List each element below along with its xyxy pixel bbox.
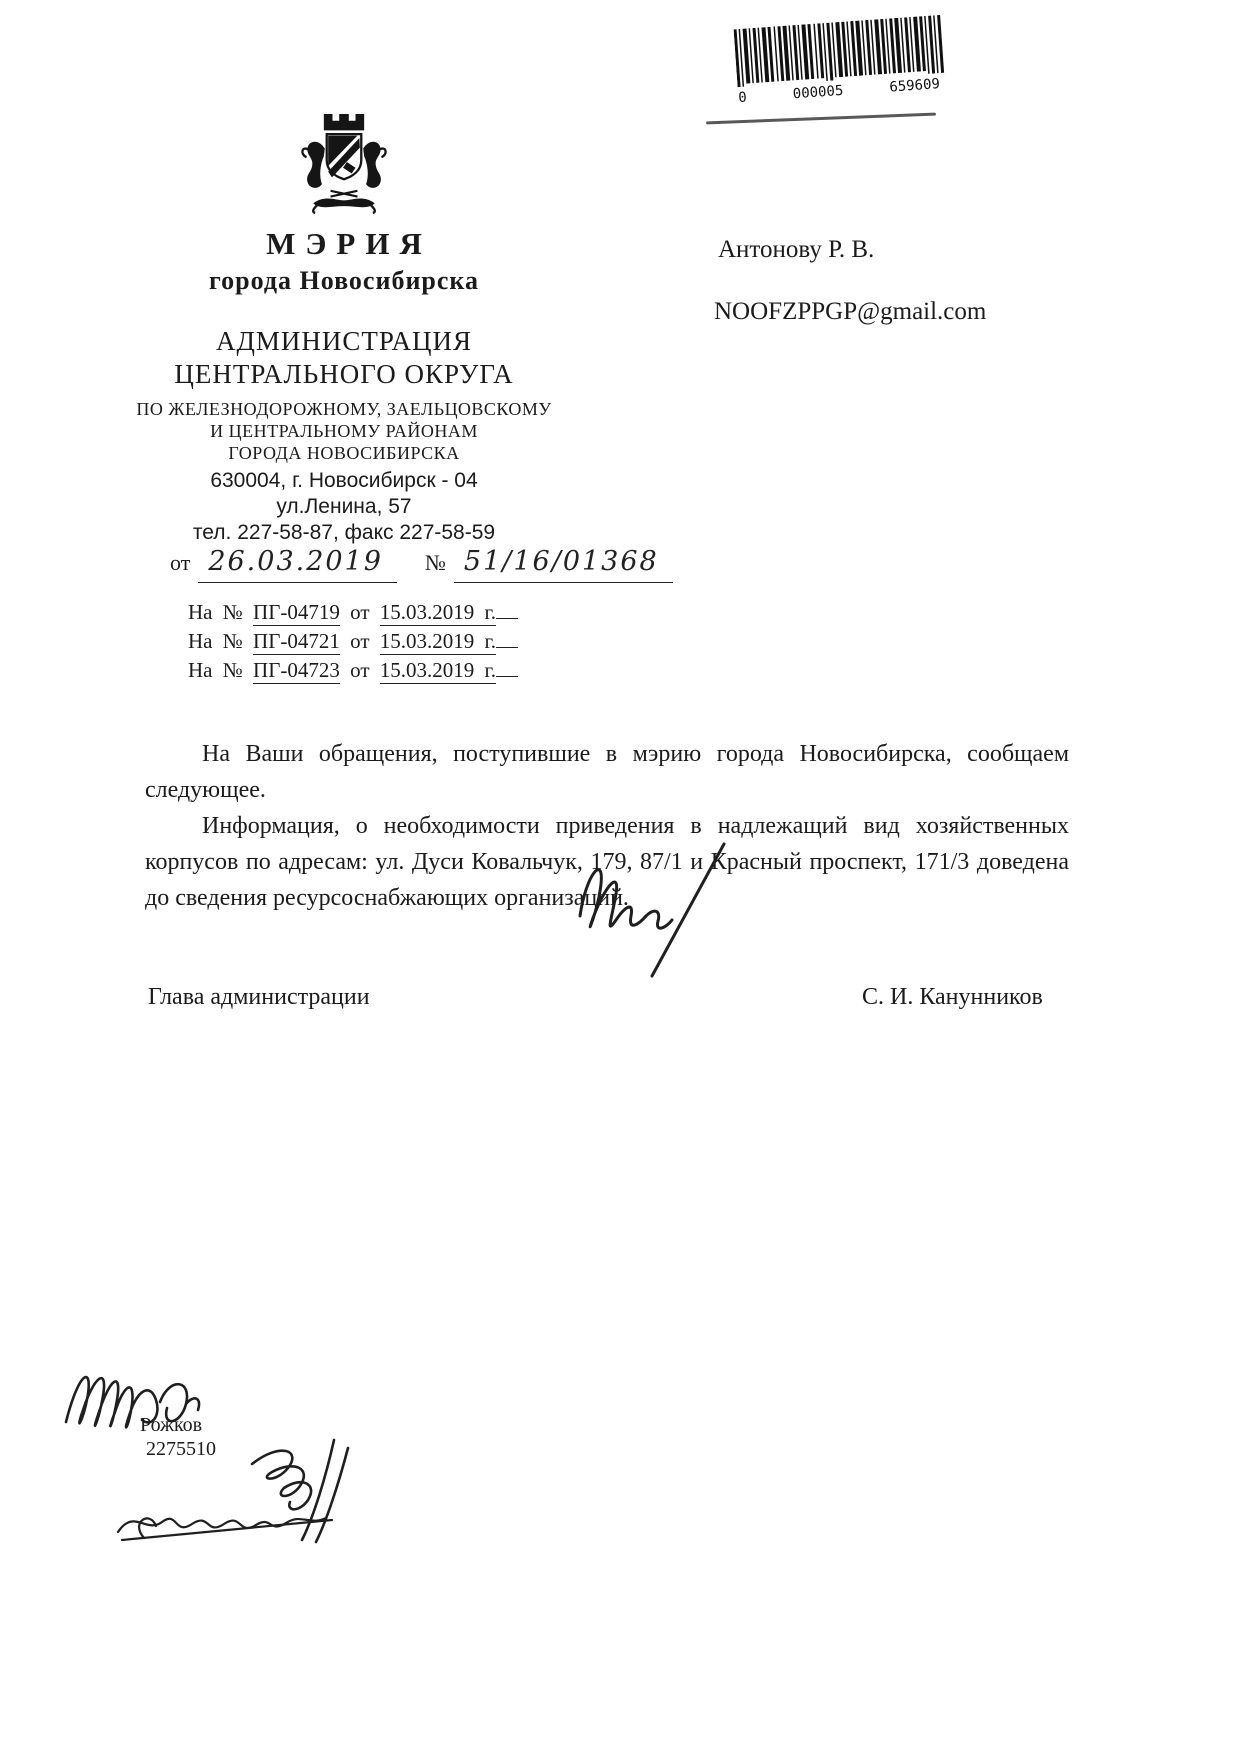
from-label: от bbox=[170, 550, 191, 575]
letterhead bbox=[118, 110, 570, 545]
dept-line-1: АДМИНИСТРАЦИЯ bbox=[216, 326, 472, 356]
barcode-digit-left: 0 bbox=[737, 89, 748, 107]
incoming-from-label: от bbox=[350, 629, 370, 653]
signer-name: С. И. Канунников bbox=[862, 984, 1043, 1010]
head-signature bbox=[562, 838, 742, 980]
incoming-prefix: На № bbox=[188, 658, 243, 682]
number-sign: № bbox=[424, 550, 446, 575]
dept-line-5: ГОРОДА НОВОСИБИРСКА bbox=[228, 443, 460, 463]
incoming-from-label: от bbox=[350, 658, 370, 682]
underline-tail bbox=[496, 597, 518, 619]
underline-tail bbox=[496, 626, 518, 648]
incoming-ref-row bbox=[188, 597, 518, 626]
barcode-digit-right: 659609 bbox=[888, 76, 941, 96]
barcode bbox=[734, 15, 947, 106]
outgoing-reference-row bbox=[170, 546, 673, 583]
incoming-prefix: На № bbox=[188, 600, 243, 624]
scan-artifact-line bbox=[706, 113, 936, 125]
underline-tail bbox=[496, 655, 518, 677]
dept-line-3: ПО ЖЕЛЕЗНОДОРОЖНОМУ, ЗАЕЛЬЦОВСКОМУ bbox=[136, 399, 552, 419]
recipient-name: Антонову Р. В. bbox=[718, 236, 875, 263]
incoming-number: ПГ-04723 bbox=[253, 658, 340, 682]
barcode-digit-mid: 000005 bbox=[792, 82, 844, 103]
incoming-ref-row bbox=[188, 626, 518, 655]
footer-scribble-signature bbox=[112, 1492, 347, 1548]
recipient-email: NOOFZPPGP@gmail.com bbox=[714, 298, 987, 325]
body-paragraph-1: На Ваши обращения, поступившие в мэрию города Новосибирска, сообщаем следующее. bbox=[145, 741, 1069, 803]
address-phone: тел. 227-58-87, факс 227-58-59 bbox=[192, 521, 496, 544]
org-subtitle: города Новосибирска bbox=[208, 266, 480, 295]
incoming-from-label: от bbox=[350, 600, 370, 624]
incoming-references bbox=[188, 597, 518, 684]
address-postal: 630004, г. Новосибирск - 04 bbox=[210, 469, 478, 492]
dept-line-2: ЦЕНТРАЛЬНОГО ОКРУГА bbox=[174, 359, 514, 389]
handwritten-date: 26.03.2019 bbox=[198, 546, 397, 583]
incoming-prefix: На № bbox=[188, 629, 243, 653]
handwritten-number: 51/16/01368 bbox=[454, 546, 673, 583]
body-paragraph-2: Информация, о необходимости приведения в надлежащий вид хозяйственных корпусов по адресам: ул. Дуси Ковальчук, 179, 87/1 и Красный проспект, 171/3 доведена до сведения ресурсоснабжающих организаций. bbox=[145, 813, 1069, 911]
incoming-date: 15.03.2019 г. bbox=[379, 600, 496, 624]
incoming-ref-row bbox=[188, 655, 518, 684]
executor-phone: 2275510 bbox=[146, 1438, 216, 1460]
incoming-number: ПГ-04719 bbox=[253, 600, 340, 624]
incoming-number: ПГ-04721 bbox=[253, 629, 340, 653]
executor-name: Рожков bbox=[140, 1414, 203, 1436]
signer-position: Глава администрации bbox=[148, 984, 370, 1010]
novosibirsk-coat-of-arms-icon bbox=[296, 110, 392, 214]
barcode-bars bbox=[734, 15, 946, 87]
incoming-date: 15.03.2019 г. bbox=[379, 629, 496, 653]
address-street: ул.Ленина, 57 bbox=[276, 495, 412, 518]
incoming-date: 15.03.2019 г. bbox=[379, 658, 496, 682]
org-title: МЭРИЯ bbox=[266, 226, 432, 261]
dept-line-4: И ЦЕНТРАЛЬНОМУ РАЙОНАМ bbox=[210, 421, 478, 441]
